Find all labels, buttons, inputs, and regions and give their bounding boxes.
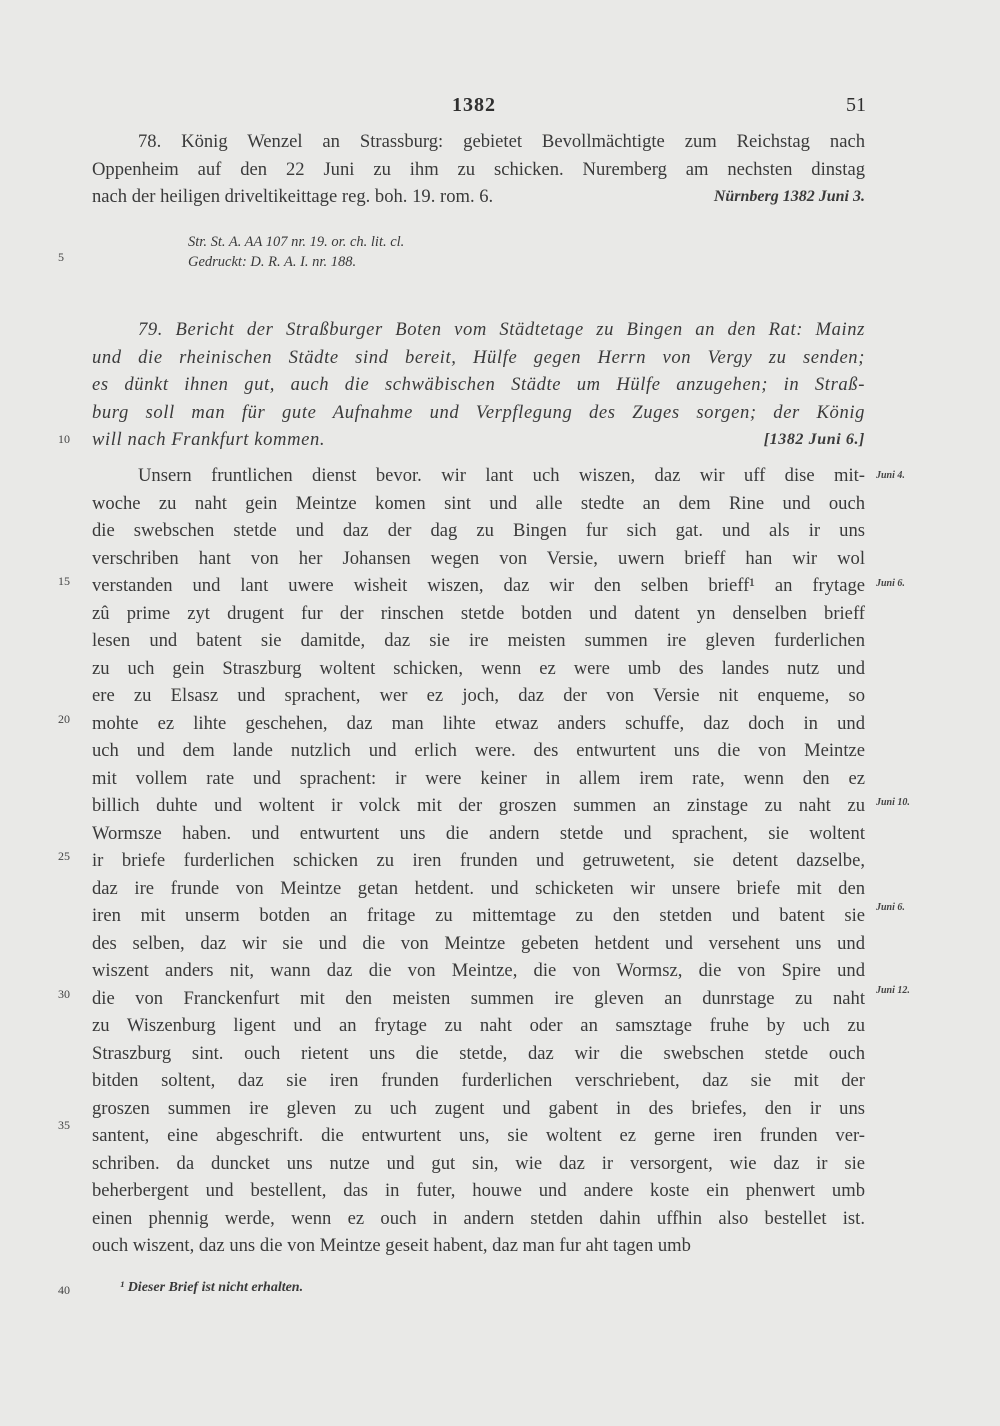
doc78-line xyxy=(92,183,865,211)
doc79-body-line: Wormsze haben. und entwurtent uns die andern stetde und sprachent, sie woltent xyxy=(92,822,865,844)
page-header-year: 1382 xyxy=(452,94,496,116)
doc79-heading-date: [1382 Juni 6.] xyxy=(763,431,865,448)
page-number: 51 xyxy=(846,94,866,116)
doc79-body-line: verschriben hant von her Johansen wegen von Versie, uwern brieff han wir wol xyxy=(92,547,865,569)
doc78-source-line: Str. St. A. AA 107 nr. 19. or. ch. lit. cl. xyxy=(188,234,405,250)
doc79-body-line: zu Wiszenburg ligent und an frytage zu naht oder an samsztage fruhe by uch zu xyxy=(92,1015,865,1036)
doc78-source-line: Gedruckt: D. R. A. I. nr. 188. xyxy=(188,254,357,270)
margin-date-note: Juni 10. xyxy=(876,797,910,808)
doc79-body-line: verstanden und lant uwere wisheit wiszen, daz wir den selben brieff¹ an frytage xyxy=(92,575,865,596)
doc79-heading xyxy=(92,316,865,454)
line-number: 40 xyxy=(58,1283,70,1297)
doc79-body-line: groszen summen ire gleven zu uch zugent und gabent in des briefes, den ir uns xyxy=(92,1097,865,1119)
footnote: ¹ Dieser Brief ist nicht erhalten. xyxy=(120,1280,304,1295)
line-number: 30 xyxy=(58,987,70,1001)
doc79-body-line: einen phennig werde, wenn ez ouch in andern stetden dahin uffhin also bestellet ist. xyxy=(92,1207,865,1229)
doc79-body-line: zu uch gein Straszburg woltent schicken, wenn ez were umb des landes nutz und xyxy=(92,657,865,679)
doc79-heading-line: und die rheinischen Städte sind bereit, Hülfe gegen Herrn von Vergy zu senden; xyxy=(92,346,865,368)
doc79-body-line: die von Franckenfurt mit den meisten summen ire gleven an dunrstage zu naht xyxy=(92,987,865,1009)
doc79-body-line: die swebschen stetde und daz der dag zu Bingen fur sich gat. und als ir uns xyxy=(92,520,865,541)
doc78-source xyxy=(188,232,404,272)
doc79-body-line: woche zu naht gein Meintze komen sint und alle stedte an dem Rine und ouch xyxy=(92,492,865,514)
doc79-body-line: des selben, daz wir sie und die von Meintze gebeten hetdent und versehent uns und xyxy=(92,932,865,954)
line-number: 10 xyxy=(58,432,70,446)
doc79-body-line: santent, eine abgeschrift. die entwurtent uns, sie woltent ez gerne iren frunden ver- xyxy=(92,1125,865,1146)
line-number: 35 xyxy=(58,1118,70,1132)
doc79-body-line: ir briefe furderlichen schicken zu iren frunden und getruwetent, sie detent dazselbe, xyxy=(92,850,865,871)
doc79-body-line: zû prime zyt drugent fur der rinschen stetde botden und datent yn denselben brieff xyxy=(92,602,865,624)
doc79-body-line: billich duhte und woltent ir volck mit der groszen summen an zinstage zu naht zu xyxy=(92,795,865,816)
doc79-heading-line: burg soll man für gute Aufnahme und Verpflegung des Zuges sorgen; der König xyxy=(92,401,865,423)
doc78-line-text: nach der heiligen driveltikeittage reg. boh. 19. rom. 6. xyxy=(92,186,494,207)
line-number: 20 xyxy=(58,712,70,726)
doc79-body-line: beherbergent und bestellent, das in futer, houwe und andere koste ein phenwert umb xyxy=(92,1180,865,1201)
doc79-body-line: bitden soltent, daz sie iren frunden furderlichen verschriebent, daz sie mit der xyxy=(92,1070,865,1091)
doc79-body-line: ere zu Elsasz und sprachent, wer ez joch, daz der von Versie nit enqueme, so xyxy=(92,685,865,706)
doc79-heading-line xyxy=(92,426,865,454)
line-number: 15 xyxy=(58,574,70,588)
line-number: 5 xyxy=(58,250,64,264)
doc79-body-line: daz ire frunde von Meintze getan hetdent. und schicketen wir unsere briefe mit den xyxy=(92,877,865,899)
doc79-heading-line: 79. Bericht der Straßburger Boten vom Städtetage zu Bingen an den Rat: Mainz xyxy=(138,319,865,340)
doc79-heading-text: will nach Frankfurt kommen. xyxy=(92,429,326,450)
doc79-body-line: ouch wiszent, daz uns die von Meintze geseit habent, daz man fur aht tagen umb xyxy=(92,1235,691,1256)
doc79-body-line: Unsern fruntlichen dienst bevor. wir lant uch wiszen, daz wir uff dise mit- xyxy=(138,465,865,486)
line-number: 25 xyxy=(58,849,70,863)
doc79-body-line: schriben. da duncket uns nutze und gut sin, wie daz ir versorgent, wie daz ir sie xyxy=(92,1152,865,1174)
doc78-line: Oppenheim auf den 22 Juni zu ihm zu schicken. Nuremberg am nechsten dinstag xyxy=(92,158,865,180)
margin-date-note: Juni 4. xyxy=(876,470,905,481)
margin-date-note: Juni 6. xyxy=(876,902,905,913)
margin-date-note: Juni 6. xyxy=(876,578,905,589)
doc79-body xyxy=(92,462,865,1260)
doc78-line: 78. König Wenzel an Strassburg: gebietet Bevollmächtigte zum Reichstag nach xyxy=(138,131,865,152)
doc79-body-line: Straszburg sint. ouch rietent uns die stetde, daz wir die swebschen stetde ouch xyxy=(92,1042,865,1064)
doc78-text xyxy=(92,128,865,211)
doc79-heading-line: es dünkt ihnen gut, auch die schwäbischen Städte um Hülfe anzugehen; in Straß- xyxy=(92,374,865,395)
margin-date-note: Juni 12. xyxy=(876,985,910,996)
doc79-body-line: uch und dem lande nutzlich und erlich were. des entwurtent uns die von Meintze xyxy=(92,740,865,761)
doc79-body-line: lesen und batent sie damitde, daz sie ire meisten summen ire gleven furderlichen xyxy=(92,630,865,651)
doc79-body-line: wiszent anders nit, wann daz die von Meintze, die von Wormsz, die von Spire und xyxy=(92,960,865,981)
doc79-body-line: mit vollem rate und sprachent: ir were keiner in allem irem rate, wenn den ez xyxy=(92,767,865,789)
doc79-body-line: iren mit unserm botden an fritage zu mittemtage zu den stetden und batent sie xyxy=(92,905,865,926)
doc79-body-line: mohte ez lihte geschehen, daz man lihte etwaz anders schuffe, daz doch in und xyxy=(92,712,865,734)
doc78-date: Nürnberg 1382 Juni 3. xyxy=(713,188,865,205)
